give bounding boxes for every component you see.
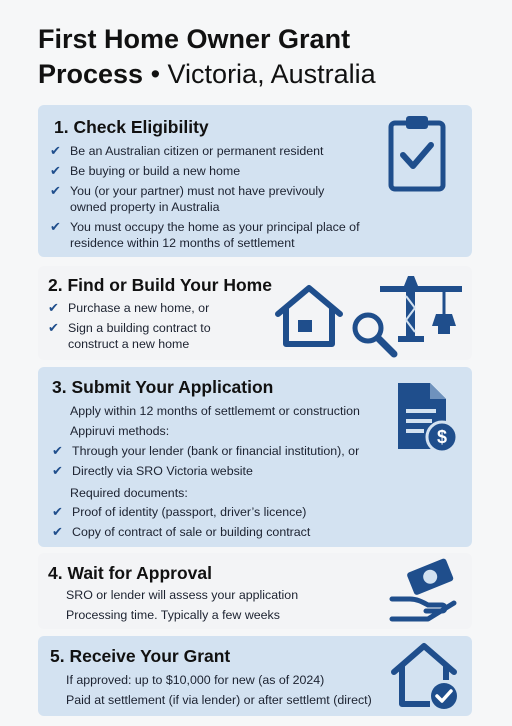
house-icon: [274, 282, 344, 348]
docs-list: [50, 504, 410, 544]
methods-list: [50, 443, 410, 483]
list-item: ✔ Proof of identity (passport, driver’s licence): [52, 504, 307, 519]
title-line-2-bold: Process: [38, 59, 144, 89]
section-heading: 3. Submit Your Application: [52, 377, 274, 397]
house-check-icon: [390, 640, 462, 712]
title-line-2-rest: • Victoria, Australia: [143, 59, 376, 89]
section-receive-grant: [38, 636, 472, 716]
docs-label: Required documents:: [70, 486, 188, 500]
list-item: ✔ Sign a building contract to construct a new home: [48, 320, 211, 351]
list-item: ✔ Through your lender (bank or financial institution), or: [52, 443, 360, 458]
list-item: ✔ Directly via SRO Victoria website: [52, 463, 253, 478]
section-wait-for-approval: [38, 553, 472, 629]
section-submit-application: [38, 367, 472, 547]
processing-time-text: Processing time. Typically a few weeks: [66, 608, 280, 622]
section-heading: 1. Check Eligibility: [54, 117, 209, 137]
list-item: ✔ Be buying or build a new home: [50, 163, 241, 178]
list-item: ✔ Copy of contract of sale or building contract: [52, 524, 311, 539]
check-icon: ✔: [48, 320, 59, 335]
section-heading: 4. Wait for Approval: [48, 563, 212, 583]
check-icon: ✔: [50, 163, 61, 178]
section-heading: 2. Find or Build Your Home: [48, 275, 272, 295]
apply-within-text: Apply within 12 months of settlememt or construction: [70, 404, 360, 418]
clipboard-check-icon: [388, 113, 446, 193]
check-icon: ✔: [50, 219, 61, 234]
page-title: [38, 22, 478, 92]
crane-icon: [378, 274, 464, 344]
list-item: ✔ You (or your partner) must not have previvouly owned property in Australia: [50, 183, 325, 214]
section-heading: 5. Receive Your Grant: [50, 646, 231, 666]
assess-text: SRO or lender will assess your application: [66, 588, 299, 602]
title-line-1: First Home Owner Grant: [38, 24, 351, 54]
eligibility-list: [48, 143, 378, 255]
document-dollar-icon: [394, 379, 460, 455]
check-icon: ✔: [52, 504, 63, 519]
approved-amount-text: If approved: up to $10,000 for new (as of 2024): [66, 673, 325, 687]
hand-money-icon: [388, 557, 460, 625]
check-icon: ✔: [48, 300, 59, 315]
list-item: ✔ Be an Australian citizen or permanent resident: [50, 143, 324, 158]
check-icon: ✔: [52, 524, 63, 539]
list-item: ✔ You must occupy the home as your principal place of residence within 12 months of settlement: [50, 219, 360, 250]
list-item: ✔ Purchase a new home, or: [48, 300, 210, 315]
svg-text:$: $: [436, 427, 448, 447]
check-icon: ✔: [52, 463, 63, 478]
section-find-or-build: [38, 266, 472, 360]
section-check-eligibility: [38, 105, 472, 257]
check-icon: ✔: [52, 443, 63, 458]
methods-label: Appiruvi methods:: [70, 424, 170, 438]
paid-at-text: Paid at settlement (if via lender) or after settlemt (direct): [66, 693, 372, 707]
check-icon: ✔: [50, 183, 61, 198]
check-icon: ✔: [50, 143, 61, 158]
find-list: [46, 300, 246, 356]
